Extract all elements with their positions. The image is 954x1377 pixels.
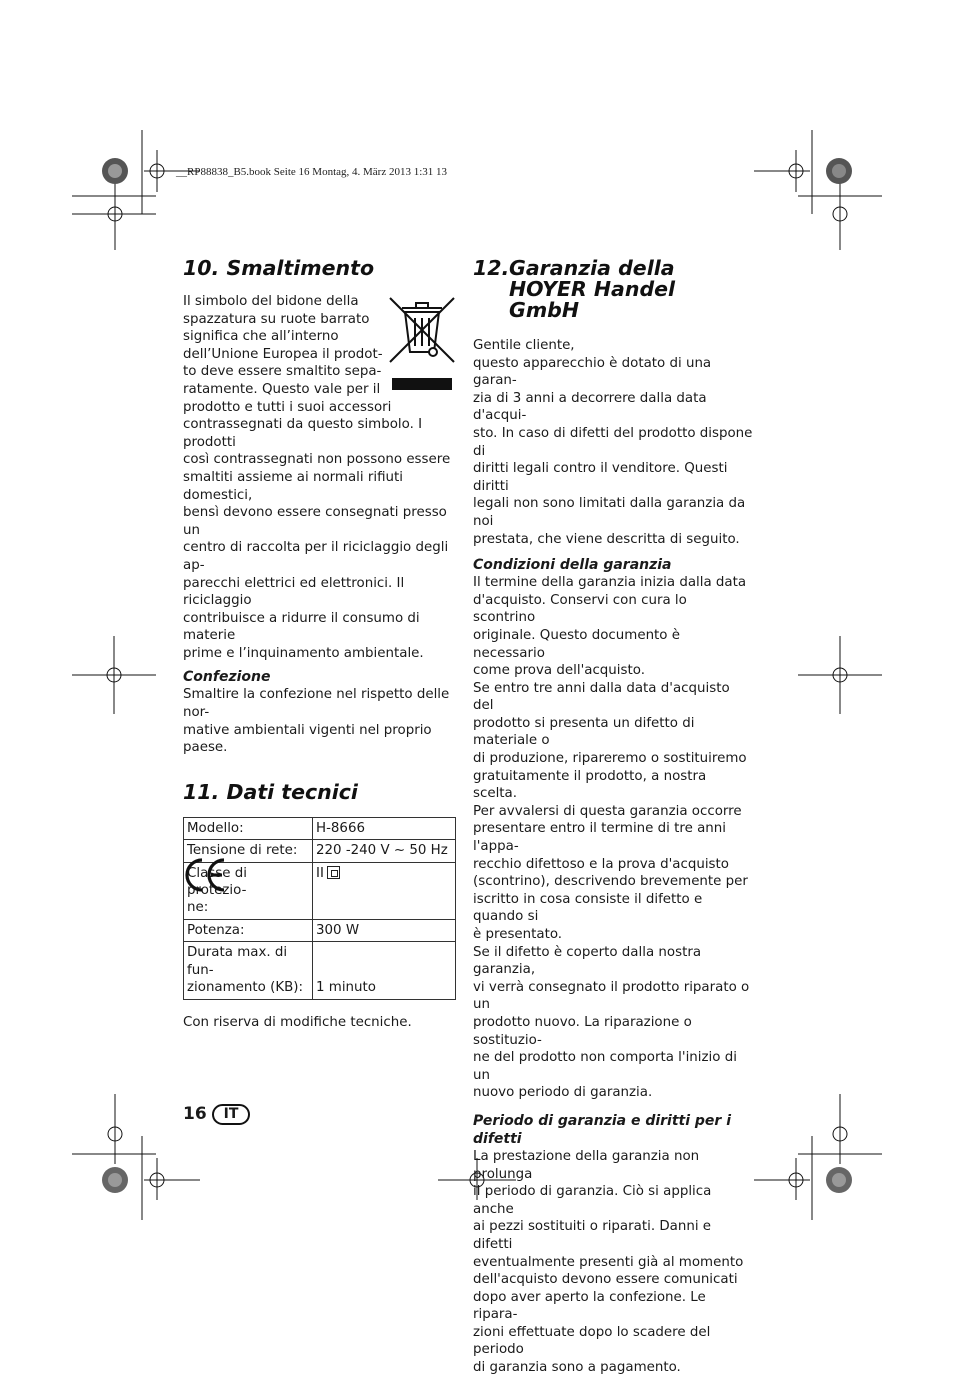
label-line: ne: [187, 900, 209, 916]
text-line: to deve essere smaltito sepa- [183, 364, 382, 380]
section-12-number: 12. [473, 256, 510, 280]
text-line: è presentato. [473, 927, 563, 942]
table-row [184, 919, 456, 941]
table-label: Potenza: [184, 919, 313, 941]
text-line: prodotto e tutti i suoi accessori [183, 399, 392, 415]
text-line: originale. Questo documento è necessario [473, 627, 680, 661]
heading-line: Garanzia della [509, 256, 675, 280]
section-12-heading [473, 258, 753, 321]
text-line: prodotto si presenta un difetto di materiale o [473, 715, 695, 749]
warranty-period-paragraph [473, 1148, 753, 1377]
table-value [313, 862, 456, 919]
table-row [184, 942, 456, 999]
text-line: Per avvalersi di questa garanzia occorre [473, 803, 742, 819]
heading-line: difetti [473, 1130, 522, 1147]
right-column [473, 258, 753, 1377]
packaging-heading: Confezione [183, 669, 271, 686]
tech-changes-note: Con riserva di modifiche tecniche. [183, 1014, 412, 1030]
text-line: zia di 3 anni a decorrere dalla data d'acqui- [473, 390, 707, 424]
table-label: Modello: [184, 817, 313, 839]
text-line: (scontrino), descrivendo brevemente per [473, 874, 748, 890]
text-line: gratuitamente il prodotto, a nostra scelta. [473, 768, 707, 802]
text-line: dopo aver aperto la confezione. Le ripara- [473, 1289, 706, 1323]
text-line: bensì devono essere consegnati presso un [183, 505, 447, 538]
label-line: Durata max. di fun- [187, 945, 288, 978]
table-label: Tensione di rete: [184, 840, 313, 862]
technical-data-table [183, 817, 456, 1000]
text-line: Gentile cliente, [473, 338, 575, 353]
section-11-number: 11. [183, 779, 220, 804]
text-line: Il termine della garanzia inizia dalla data [473, 575, 747, 591]
text-line: centro di raccolta per il riciclaggio degli ap- [183, 540, 449, 573]
text-line: ratamente. Questo vale per il [183, 381, 381, 397]
heading-line: GmbH [509, 298, 580, 322]
protection-class-value: II [316, 865, 324, 881]
page-number: 16 [183, 1104, 207, 1124]
text-line: parecchi elettrici ed elettronici. Il riciclaggio [183, 575, 405, 609]
text-line: nuovo periodo di garanzia. [473, 1085, 653, 1101]
table-label [184, 942, 313, 999]
print-header: __RP88838_B5.book Seite 16 Montag, 4. März 2013 1:31 13 [176, 166, 448, 178]
text-line: Smaltire la confezione nel rispetto delle nor- [183, 687, 450, 721]
warranty-period-heading [473, 1112, 753, 1148]
warranty-conditions-paragraph [473, 574, 753, 1102]
text-line: presentare entro il termine di tre anni l'appa- [473, 821, 726, 855]
table-value: 1 minuto [313, 942, 456, 999]
section-11-heading [183, 779, 463, 804]
text-line: d'acquisto. Conservi con cura lo scontrino [473, 592, 687, 626]
label-line: zionamento (KB): [187, 980, 304, 996]
text-line: diritti legali contro il venditore. Questi diritti [473, 461, 728, 494]
text-line: ne del prodotto non comporta l'inizio di un [473, 1050, 737, 1083]
warranty-conditions-heading: Condizioni della garanzia [473, 557, 672, 574]
table-value: 300 W [313, 919, 456, 941]
section-11-title: Dati tecnici [226, 779, 358, 804]
text-line: contrassegnati da questo simbolo. I prodotti [183, 417, 423, 450]
table-value: 220 -240 V ~ 50 Hz [313, 840, 456, 862]
language-badge: IT [212, 1104, 250, 1125]
text-line: ai pezzi sostituiti o riparati. Danni e difetti [473, 1219, 712, 1252]
protection-class-ii-icon [327, 866, 340, 879]
text-line: Se entro tre anni dalla data d'acquisto del [473, 680, 730, 714]
text-line: il periodo di garanzia. Ciò si applica anche [473, 1184, 712, 1217]
ce-mark-icon [183, 857, 227, 893]
text-line: come prova dell'acquisto. [473, 663, 645, 679]
text-line: questo apparecchio è dotato di una garan- [473, 355, 712, 389]
table-row [184, 817, 456, 839]
text-line: recchio difettoso e la prova d'acquisto [473, 856, 729, 872]
text-line: eventualmente presenti già al momento [473, 1254, 744, 1270]
text-line: di produzione, ripareremo o sostituiremo [473, 751, 747, 767]
text-line: di garanzia sono a pagamento. [473, 1360, 681, 1376]
text-line: prestata, che viene descritta di seguito. [473, 531, 740, 547]
text-line: Se il difetto è coperto dalla nostra garanzia, [473, 944, 702, 978]
crossed-bin-icon [388, 296, 456, 392]
warranty-intro [473, 337, 753, 548]
text-line: mative ambientali vigenti nel proprio paese. [183, 722, 432, 756]
section-10-title: Smaltimento [226, 256, 375, 280]
text-line: smaltiti assieme ai normali rifiuti domestici, [183, 469, 403, 503]
text-line: zioni effettuate dopo lo scadere del periodo [473, 1324, 711, 1358]
text-line: spazzatura su ruote barrato [183, 311, 370, 327]
label-line: Classe di protezio- [187, 865, 247, 899]
text-line: così contrassegnati non possono essere [183, 452, 451, 468]
text-line: prime e l’inquinamento ambientale. [183, 645, 424, 661]
section-10-number: 10. [183, 256, 220, 280]
heading-line: Periodo di garanzia e diritti per i [473, 1112, 732, 1129]
text-line: legali non sono limitati dalla garanzia da noi [473, 496, 746, 529]
section-10-heading [183, 258, 463, 279]
text-line: prodotto nuovo. La riparazione o sostituzio- [473, 1014, 692, 1048]
text-line: Il simbolo del bidone della [183, 294, 359, 309]
text-line: dell’Unione Europea il prodot- [183, 346, 383, 362]
text-line: significa che all’interno [183, 329, 339, 345]
text-line: La prestazione della garanzia non prolunga [473, 1148, 700, 1182]
heading-line: HOYER Handel [509, 277, 676, 301]
text-line: dell'acquisto devono essere comunicati [473, 1272, 738, 1288]
text-line: sto. In caso di difetti del prodotto dispone di [473, 425, 753, 459]
table-value: H-8666 [313, 817, 456, 839]
text-line: vi verrà consegnato il prodotto riparato o un [473, 979, 750, 1013]
text-line: iscritto in cosa consiste il difetto e quando si [473, 891, 703, 925]
packaging-paragraph [183, 686, 463, 756]
text-line: contribuisce a ridurre il consumo di materie [183, 610, 420, 644]
